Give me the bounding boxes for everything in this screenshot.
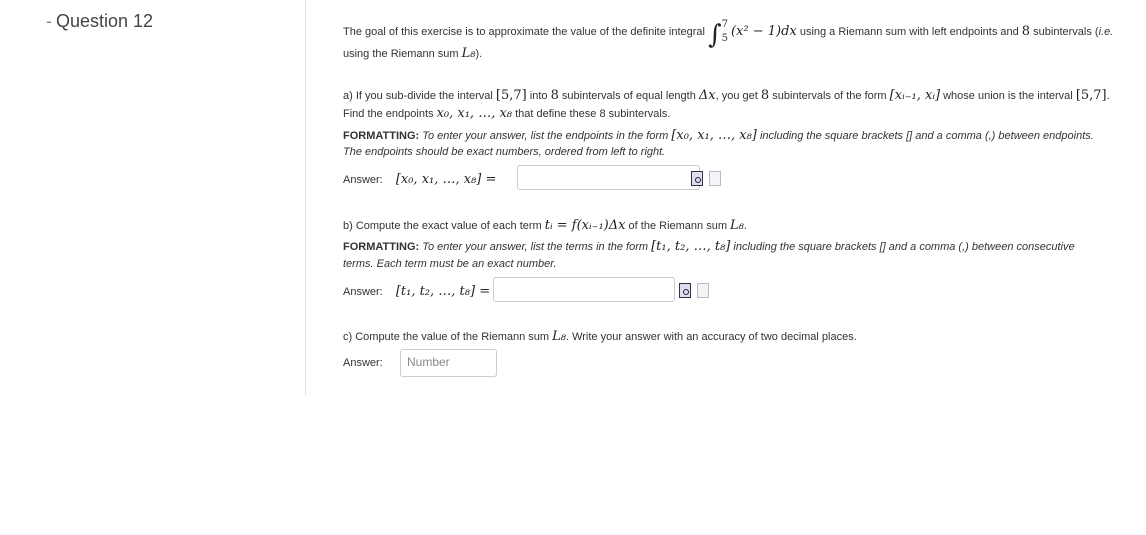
part-b-formatting — [343, 239, 1075, 254]
help-icon[interactable] — [709, 171, 721, 186]
a-text: , you get — [715, 90, 758, 102]
formatting-text: terms. Each term must be an exact number. — [343, 258, 557, 270]
formatting-text: including the square brackets [] and a comma (,) between endpoints. — [759, 130, 1094, 142]
endpoints-math: x₀, x₁, …, x₈ — [436, 106, 513, 121]
answer-label: Answer: — [343, 174, 383, 186]
b-text: of the Riemann sum — [628, 220, 727, 232]
a-text: into — [529, 90, 548, 102]
form-math: [x₀, x₁, …, x₈] — [671, 128, 757, 143]
part-b-line-1 — [343, 218, 747, 233]
form-math: [xᵢ₋₁, xᵢ] — [889, 88, 941, 103]
a-text: that define these 8 subintervals. — [515, 108, 671, 120]
formatting-label: FORMATTING: — [343, 241, 420, 253]
a-text: subintervals of equal length — [561, 90, 696, 102]
collapse-dash[interactable]: - — [46, 11, 52, 31]
intro-line-2 — [343, 46, 482, 61]
integral-upper: 7 — [721, 19, 728, 30]
c-text: c) Compute the value of the Riemann sum — [343, 331, 550, 343]
formatting-label: FORMATTING: — [343, 130, 420, 142]
divider — [305, 0, 306, 395]
preview-icon[interactable] — [691, 171, 703, 186]
a-text: a) If you sub-divide the interval — [343, 90, 493, 102]
formatting-text: To enter your answer, list the terms in the form — [422, 241, 649, 253]
L8-math: L₈ — [461, 46, 476, 61]
form-math: [t₁, t₂, …, t₈] — [651, 239, 731, 254]
formatting-text: The endpoints should be exact numbers, ordered from left to right. — [343, 146, 666, 158]
a-text: Find the endpoints — [343, 108, 434, 120]
a-n: 8 — [550, 88, 559, 103]
answer-label: Answer: — [343, 357, 383, 369]
intro-ie: i.e. — [1098, 25, 1114, 38]
a-n: 8 — [760, 88, 770, 103]
L8-math: L₈ — [730, 218, 744, 233]
dx-math: Δx — [698, 88, 716, 103]
question-title: Question 12 — [56, 11, 154, 31]
intro-text: using the Riemann sum — [343, 48, 459, 60]
integral-sign: ∫ — [708, 19, 722, 50]
integral-lower: 5 — [721, 33, 728, 44]
part-b-formatting-2 — [343, 258, 557, 270]
answer-label: Answer: — [343, 286, 383, 298]
interval-math: [5,7] — [495, 88, 527, 103]
preview-icon[interactable] — [679, 283, 691, 298]
part-b-answer — [343, 284, 490, 299]
c-text: . Write your answer with an accuracy of two decimal places. — [565, 331, 857, 343]
intro-n: 8 — [1021, 23, 1031, 39]
part-a-line-1: a) If you sub-divide the interval [5,7] into 8 subintervals of equal length Δx, you get 8 subintervals of the form [xᵢ₋₁, xᵢ] whose union is the interval [5,7]. — [343, 88, 1110, 103]
answer-math: [t₁, t₂, …, t₈] = — [395, 284, 491, 299]
question-header[interactable] — [46, 11, 153, 32]
part-a-formatting-2 — [343, 146, 665, 158]
part-c-line-1 — [343, 329, 857, 344]
part-a-answer — [343, 172, 496, 187]
help-icon[interactable] — [697, 283, 709, 298]
formatting-text: including the square brackets [] and a comma (,) between consecutive — [733, 241, 1075, 253]
part-a-formatting — [343, 128, 1094, 143]
a-text: whose union is the interval — [943, 90, 1073, 102]
interval-math: [5,7] — [1075, 88, 1107, 103]
answer-c-input[interactable]: Number — [400, 349, 497, 377]
formatting-text: To enter your answer, list the endpoints in the form — [422, 130, 669, 142]
term-math: tᵢ = f(xᵢ₋₁)Δx — [544, 218, 626, 233]
b-text: b) Compute the exact value of each term — [343, 220, 542, 232]
intro-text: subintervals ( — [1033, 25, 1099, 38]
part-a-line-2 — [343, 106, 670, 121]
answer-b-input[interactable] — [493, 277, 675, 302]
intro-text: using a Riemann sum with left endpoints and — [799, 25, 1019, 38]
intro-text: The goal of this exercise is to approximate the value of the definite integral — [343, 25, 705, 38]
answer-a-input[interactable] — [517, 165, 700, 190]
b-end: . — [743, 220, 747, 232]
intro-close: ). — [475, 48, 483, 60]
L8-math: L₈ — [552, 329, 566, 344]
a-text: subintervals of the form — [772, 90, 887, 102]
integrand: (x² − 1)dx — [730, 23, 797, 39]
part-c-answer — [343, 357, 383, 369]
answer-math: [x₀, x₁, …, x₈] = — [395, 172, 497, 187]
